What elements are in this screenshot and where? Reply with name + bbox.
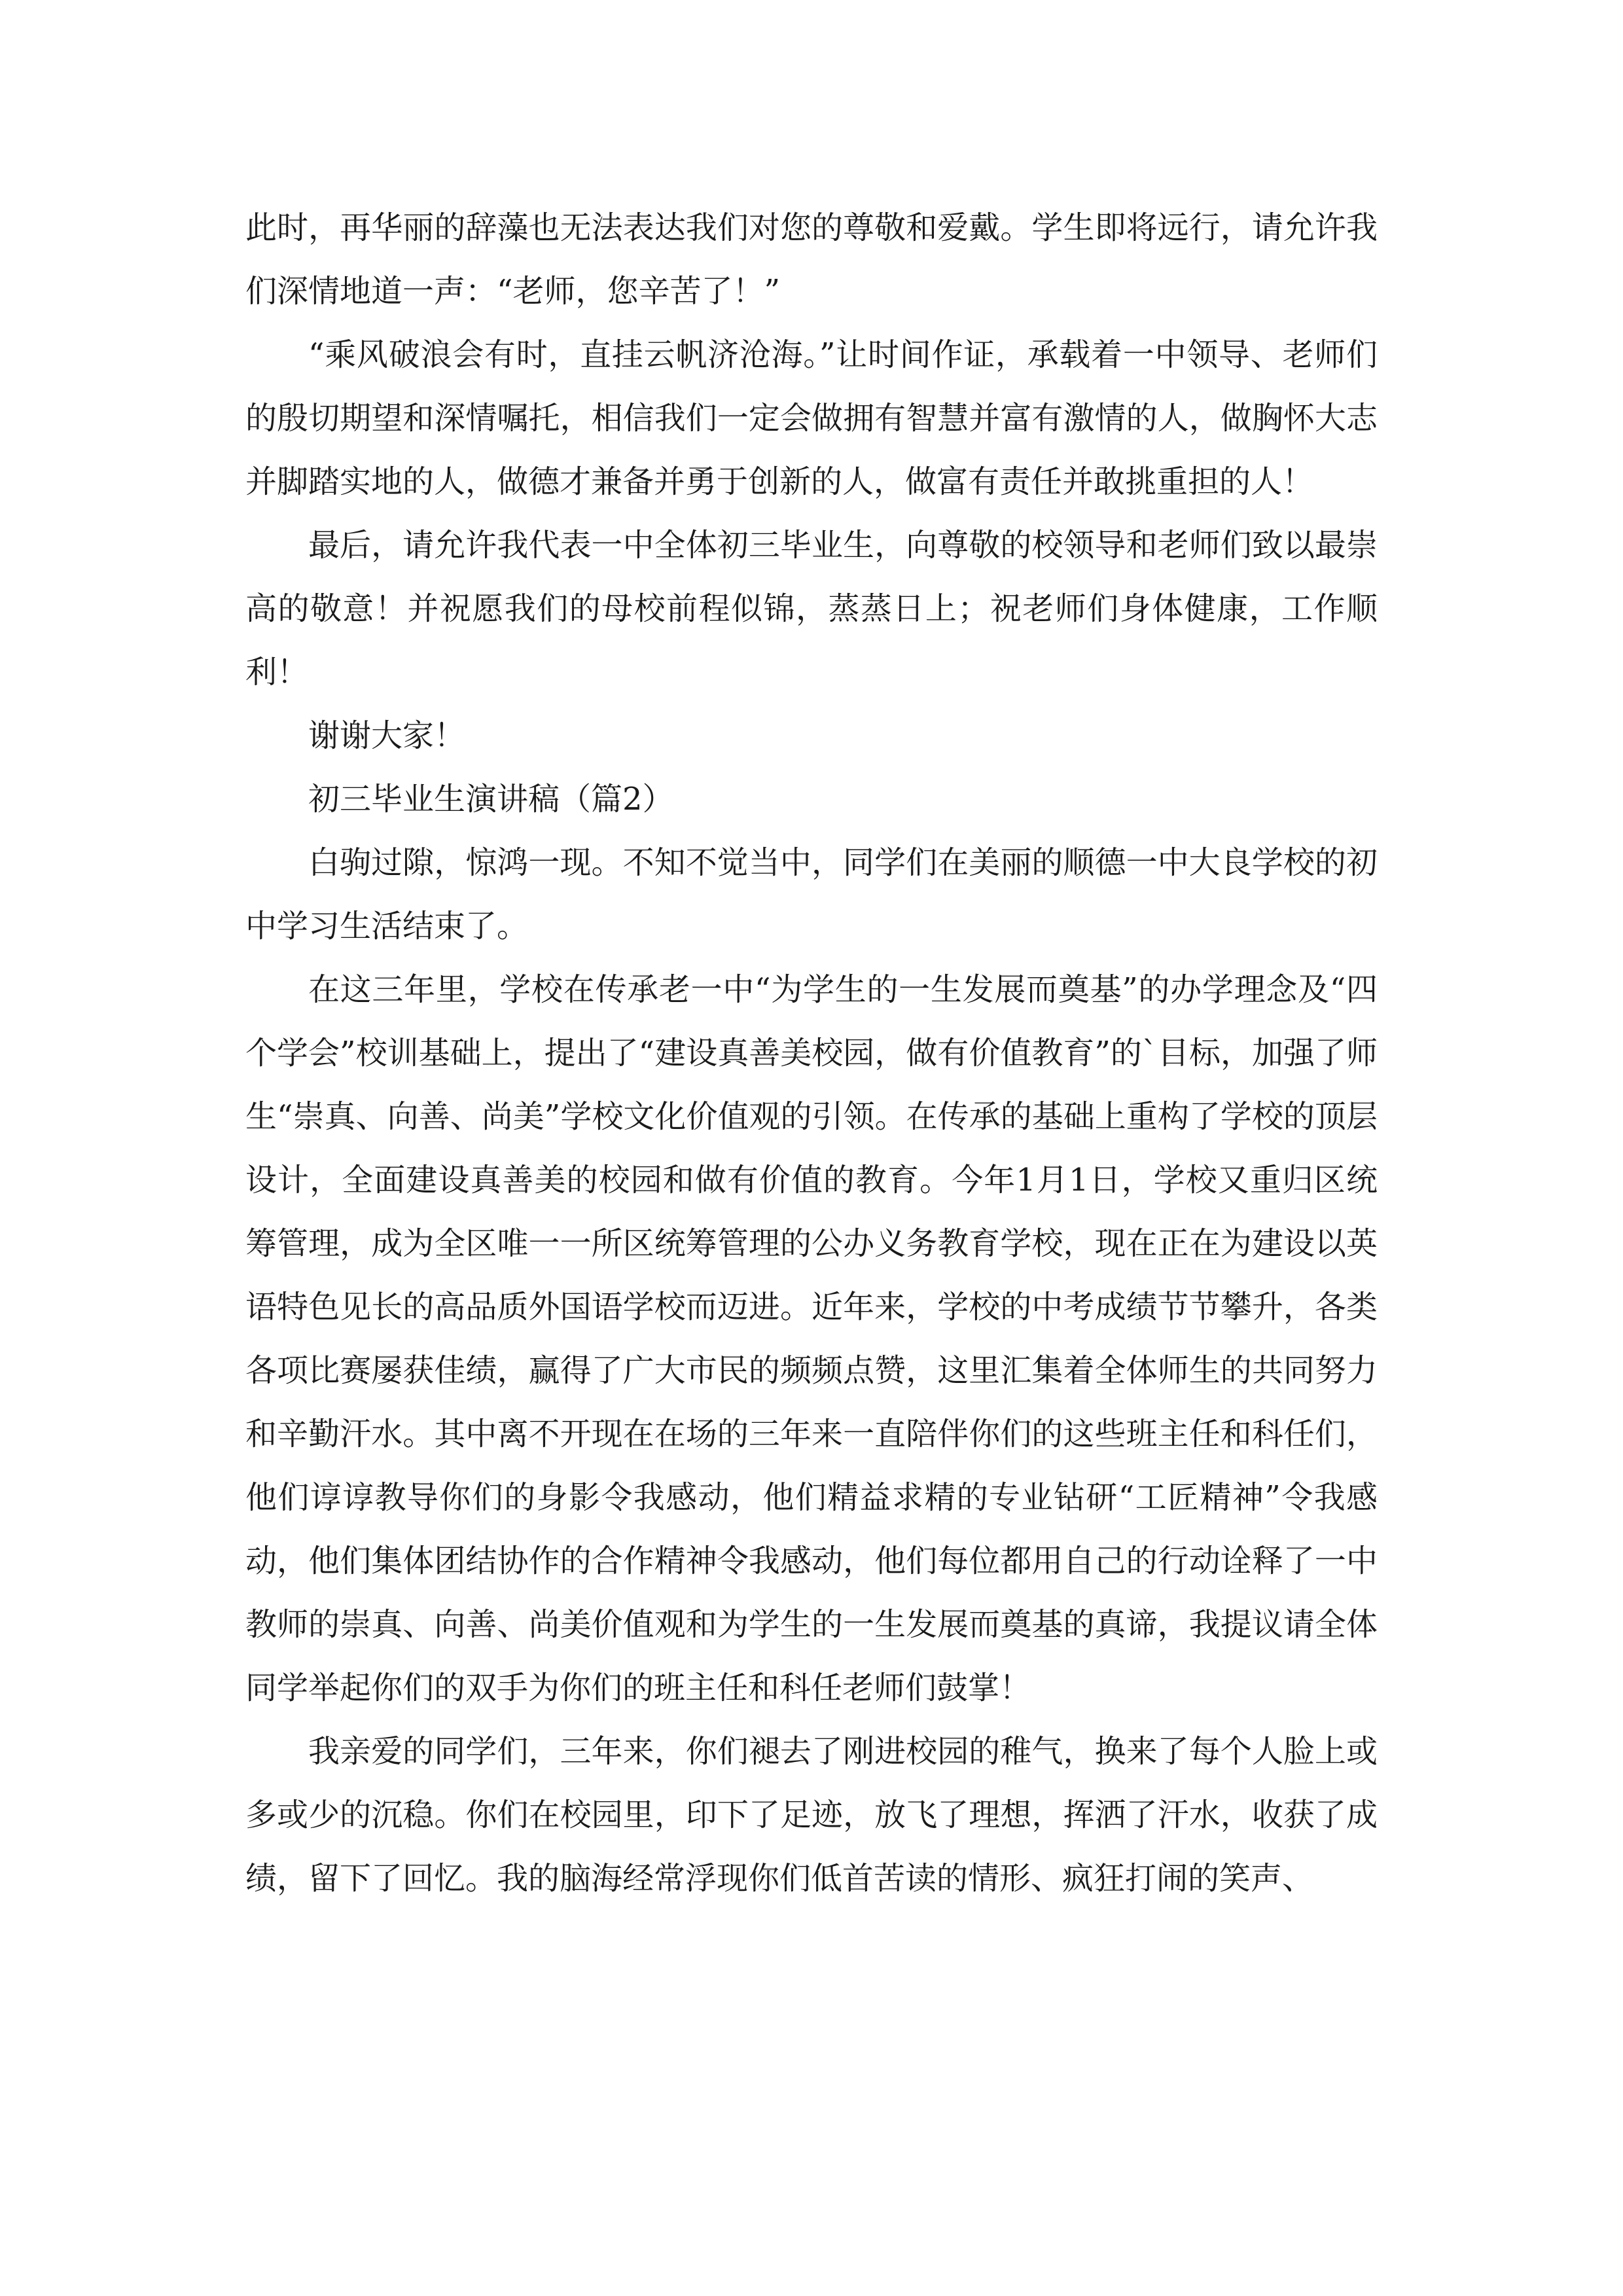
paragraph-final-wishes: 最后，请允许我代表一中全体初三毕业生，向尊敬的校领导和老师们致以最崇高的敬意！并祝愿我们的母校前程似锦，蒸蒸日上；祝老师们身体健康，工作顺利！ [245,527,1378,691]
paragraph-students: 我亲爱的同学们，三年来，你们褪去了刚进校园的稚气，换来了每个人脸上或多或少的沉稳。你们在校园里，印下了足迹，放飞了理想，挥洒了汗水，收获了成绩，留下了回忆。我的脑海经常浮现你们低首苦读的情形、疯狂打闹的笑声、 [245,1733,1378,1897]
paragraph-thank-you: 谢谢大家！ [308,717,466,754]
paragraph-quote: “乘风破浪会有时，直挂云帆济沧海。”让时间作证，承载着一中领导、老师们的殷切期望和深情嘱托，相信我们一定会做拥有智慧并富有激情的人，做胸怀大志并脚踏实地的人，做德才兼备并勇于创新的人，做富有责任并敢挑重担的人！ [245,336,1378,500]
paragraph-school-history: 在这三年里，学校在传承老一中“为学生的一生发展而奠基”的办学理念及“四个学会”校训基础上，提出了“建设真善美校园，做有价值教育”的`目标，加强了师生“崇真、向善、尚美”学校文化价值观的引领。在传承的基础上重构了学校的顶层设计，全面建设真善美的校园和做有价值的教育。今年1月1日，学校又重归区统筹管理，成为全区唯一一所区统筹管理的公办义务教育学校，现在正在为建设以英语特色见长的高品质外国语学校而迈进。近年来，学校的中考成绩节节攀升，各类各项比赛屡获佳绩，赢得了广大市民的频频点赞，这里汇集着全体师生的共同努力和辛勤汗水。其中离不开现在在场的三年来一直陪伴你们的这些班主任和科任们，他们谆谆教导你们的身影令我感动，他们精益求精的专业钻研“工匠精神”令我感动，他们集体团结协作的合作精神令我感动，他们每位都用自己的行动诠释了一中教师的崇真、向善、尚美价值观和为学生的一生发展而奠基的真谛，我提议请全体同学举起你们的双手为你们的班主任和科任老师们鼓掌！ [245,971,1378,1706]
paragraph-closing-thanks: 此时，再华丽的辞藻也无法表达我们对您的尊敬和爱戴。学生即将远行，请允许我们深情地道一声：“老师，您辛苦了！” [245,209,1378,310]
paragraph-opening: 白驹过隙，惊鸿一现。不知不觉当中，同学们在美丽的顺德一中大良学校的初中学习生活结束了。 [245,844,1378,944]
section-heading: 初三毕业生演讲稿（篇2） [308,781,674,817]
document-page [245,196,1378,1910]
